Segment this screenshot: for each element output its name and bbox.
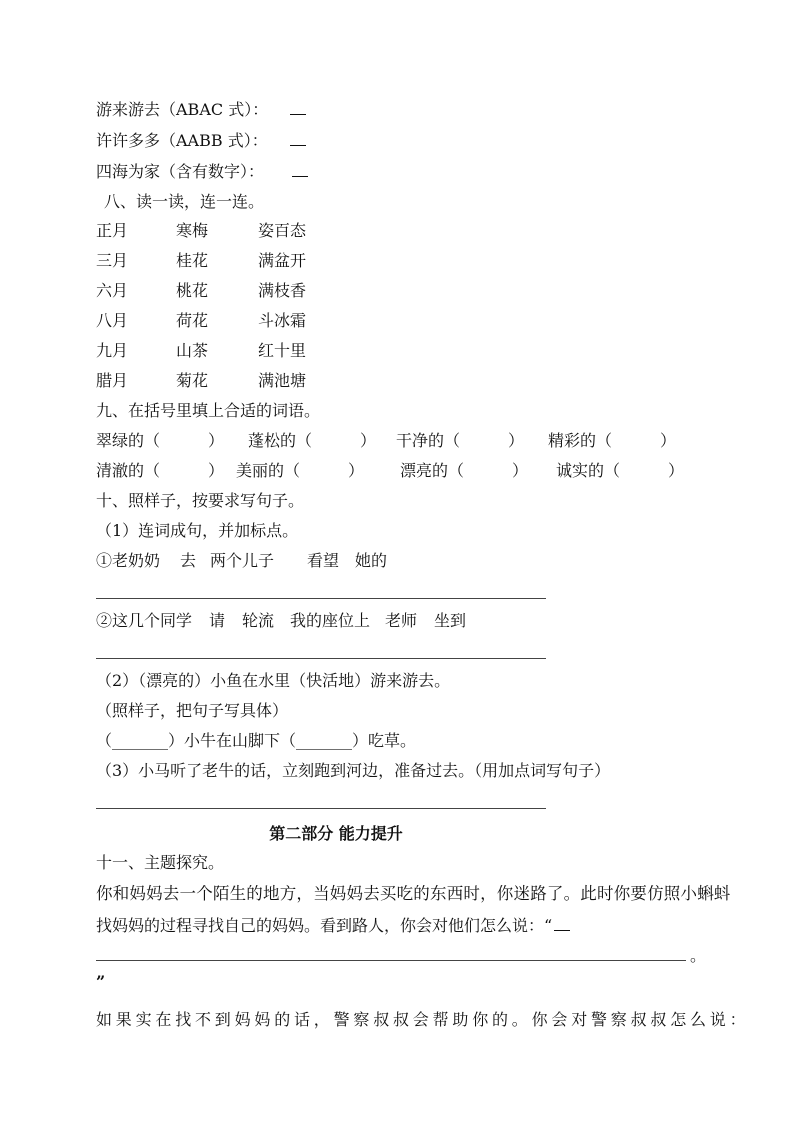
flower-label[interactable]: 桃花 (176, 281, 209, 300)
answer-line[interactable] (96, 960, 686, 961)
word-chip: 坐到 (434, 611, 467, 630)
subsection-2-example: （2）（漂亮的）小鱼在水里（快活地）游来游去。 (96, 671, 451, 690)
word-chip: 轮流 (242, 611, 275, 630)
subsection-2-fill[interactable]: （_______）小牛在山脚下（_______）吃草。 (96, 731, 417, 750)
paragraph-line (96, 916, 570, 936)
month-label[interactable]: 腊月 (96, 371, 129, 390)
section-11-title: 十一、主题探究。 (96, 853, 225, 872)
month-label[interactable]: 八月 (96, 311, 129, 330)
subsection-3-prompt: （3）小马听了老牛的话，立刻跑到河边，准备过去。（用加点词写句子） (96, 761, 611, 780)
word-chip: 看望 (307, 551, 340, 570)
month-label[interactable]: 正月 (96, 221, 129, 240)
idiom-line-2 (96, 131, 306, 151)
section-10-title: 十、照样子，按要求写句子。 (96, 491, 305, 510)
answer-line[interactable] (96, 598, 546, 599)
idiom-prompt: 四海为家（含有数字）： (96, 162, 265, 181)
fill-word-item[interactable]: 干净的（ ） (396, 431, 525, 450)
subsection-2-note: （照样子，把句子写具体） (96, 701, 289, 720)
flower-label[interactable]: 寒梅 (176, 221, 209, 240)
answer-line[interactable] (96, 658, 546, 659)
part-2-heading: 第二部分 能力提升 (269, 824, 403, 843)
fill-word-item[interactable]: 蓬松的（ ） (248, 431, 377, 450)
month-label[interactable]: 六月 (96, 281, 129, 300)
word-chip: 两个儿子 (210, 551, 275, 570)
period-mark: 。 (690, 946, 707, 965)
word-chip: 请 (209, 611, 226, 630)
flower-label[interactable]: 菊花 (176, 371, 209, 390)
word-chip: 我的座位上 (290, 611, 371, 630)
flower-label[interactable]: 桂花 (176, 251, 209, 270)
paragraph-line: 如果实在找不到妈妈的话，警察叔叔会帮助你的。你会对警察叔叔怎么说： (96, 1010, 750, 1029)
word-chip: 去 (180, 551, 197, 570)
idiom-prompt: 许许多多（AABB 式）： (96, 131, 268, 150)
flower-label[interactable]: 荷花 (176, 311, 209, 330)
month-label[interactable]: 三月 (96, 251, 129, 270)
description-label[interactable]: 满盆开 (258, 251, 307, 270)
description-label[interactable]: 满池塘 (258, 371, 307, 390)
fill-word-item[interactable]: 清澈的（ ） (96, 461, 225, 480)
idiom-line-1 (96, 100, 306, 120)
fill-word-item[interactable]: 精彩的（ ） (548, 431, 677, 450)
answer-blank[interactable] (290, 131, 306, 146)
description-label[interactable]: 斗冰霜 (258, 311, 307, 330)
fill-word-item[interactable]: 美丽的（ ） (236, 461, 365, 480)
subsection-1-title: （1）连词成句，并加标点。 (96, 521, 299, 540)
paragraph-line: 你和妈妈去一个陌生的地方，当妈妈去买吃的东西时，你迷路了。此时你要仿照小蝌蚪 (96, 884, 731, 903)
word-chip: ②这几个同学 (96, 611, 193, 630)
section-8-title: 八、读一读，连一连。 (104, 192, 265, 211)
answer-blank[interactable] (292, 162, 308, 177)
fill-word-item[interactable]: 翠绿的（ ） (96, 431, 225, 450)
word-chip: ①老奶奶 (96, 551, 161, 570)
closing-quote: ” (96, 972, 106, 991)
word-chip: 老师 (385, 611, 418, 630)
answer-line[interactable] (96, 808, 546, 809)
idiom-prompt: 游来游去（ABAC 式）： (96, 100, 269, 119)
answer-blank[interactable] (290, 100, 306, 115)
flower-label[interactable]: 山茶 (176, 341, 209, 360)
paragraph-text: 找妈妈的过程寻找自己的妈妈。看到路人，你会对他们怎么说：“ (96, 916, 553, 935)
word-chip: 她的 (355, 551, 388, 570)
idiom-line-3 (96, 162, 308, 182)
description-label[interactable]: 姿百态 (258, 221, 307, 240)
section-9-title: 九、在括号里填上合适的词语。 (96, 401, 321, 420)
description-label[interactable]: 红十里 (258, 341, 307, 360)
month-label[interactable]: 九月 (96, 341, 129, 360)
fill-word-item[interactable]: 诚实的（ ） (556, 461, 685, 480)
description-label[interactable]: 满枝香 (258, 281, 307, 300)
fill-word-item[interactable]: 漂亮的（ ） (400, 461, 529, 480)
answer-blank[interactable] (554, 916, 570, 931)
